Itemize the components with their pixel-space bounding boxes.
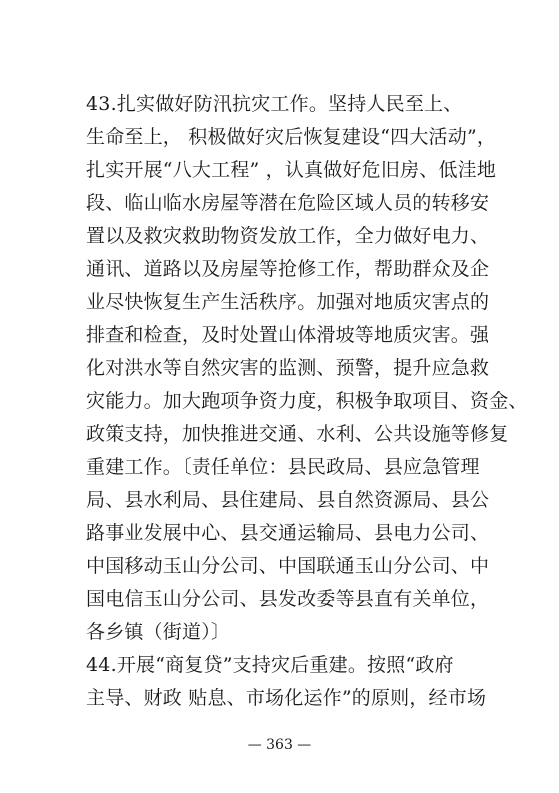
paragraph-line: 通讯、道路以及房屋等抢修工作，帮助群众及企 bbox=[86, 258, 490, 280]
paragraph-line: 灾能力。加大跑项争资力度，积极争取项目、资金、 bbox=[86, 390, 528, 412]
paragraph-line: 业尽快恢复生产生活秩序。加强对地质灾害点的 bbox=[86, 291, 490, 313]
paragraph-line: 44.开展“商复贷”支持灾后重建。按照“政府 bbox=[86, 654, 454, 676]
paragraph-line: 生命至上， 积极做好灾后恢复建设“四大活动”， bbox=[86, 126, 497, 148]
paragraph-line: 扎实开展“八大工程” ，认真做好危旧房、低洼地 bbox=[86, 159, 497, 181]
paragraph-line: 中国移动玉山分公司、中国联通玉山分公司、中 bbox=[86, 555, 490, 577]
paragraph-line: 化对洪水等自然灾害的监测、预警，提升应急救 bbox=[86, 357, 490, 379]
page-number: — 363 — bbox=[247, 737, 312, 753]
paragraph-line: 排查和检查，及时处置山体滑坡等地质灾害。强 bbox=[86, 324, 490, 346]
paragraph-line: 主导、财政 贴息、市场化运作”的原则，经市场 bbox=[86, 687, 487, 709]
paragraph-line: 政策支持，加快推进交通、水利、公共设施等修复 bbox=[86, 423, 509, 445]
paragraph-line: 局、县水利局、县住建局、县自然资源局、县公 bbox=[86, 489, 490, 511]
paragraph-line: 置以及救灾救助物资发放工作，全力做好电力、 bbox=[86, 225, 490, 247]
paragraph-line: 段、临山临水房屋等潜在危险区域人员的转移安 bbox=[86, 192, 490, 214]
paragraph-line: 43.扎实做好防汛抗灾工作。坚持人民至上、 bbox=[86, 93, 463, 115]
paragraph-line: 路事业发展中心、县交通运输局、县电力公司、 bbox=[86, 522, 490, 544]
paragraph-line: 重建工作。〔责任单位：县民政局、县应急管理 bbox=[86, 456, 480, 478]
paragraph-line: 国电信玉山分公司、县发改委等县直有关单位， bbox=[86, 588, 490, 610]
paragraph-line: 各乡镇（街道）〕 bbox=[86, 621, 231, 643]
